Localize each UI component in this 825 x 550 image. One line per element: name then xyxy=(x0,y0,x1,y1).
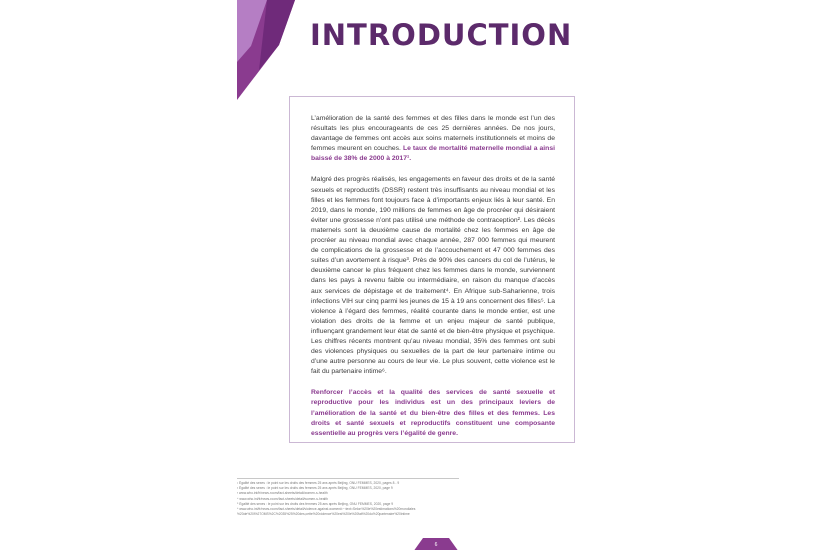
footnote: ⁶ www.who.int/fr/news-room/fact-sheets/detail/violence-against-women#:~:text=Selon%20le%20estimations%20mondiales xyxy=(237,507,416,512)
intro-paragraph-1-highlight: Le taux de mortalité maternelle mondial a ainsi baissé de 38% de 2000 à 2017¹. xyxy=(311,145,555,163)
footnote-divider xyxy=(237,478,459,479)
corner-decoration xyxy=(237,0,297,100)
page-number: 6 xyxy=(434,542,438,548)
document-page xyxy=(237,0,589,550)
footnote: ⁵ Égalité des sexes : le point sur les droits des femmes 25 ans après Beijing, ONU FEMMES, 2020, page 9 xyxy=(237,501,394,506)
footnote: ⁴ www.who.int/fr/news-room/fact-sheets/detail/women-s-health xyxy=(237,496,329,501)
footnotes xyxy=(237,481,477,517)
intro-paragraph-1-text: L’amélioration de la santé des femmes et des filles dans le monde est l’un des résultats les plus encourageants de ces 25 dernières années. De nos jours, davantage de femmes ont accès aux soins maternels institutionnels et moins de femmes meurent en couches. xyxy=(311,115,555,153)
footnote: ³ www.who.int/fr/news-room/fact-sheets/detail/women-s-health xyxy=(237,491,328,496)
intro-paragraph-2: Malgré des progrès réalisés, les engagements en faveur des droits et de la santé sexuels et reproductifs (DSSR) restent très insuffisants au niveau mondial et les filles et les femmes font toujours face à d’importants enjeux liés à leur santé. En 2019, dans le monde, 190 millions de femmes en âge de procréer qui désiraient éviter une grossesse n’ont pas utilisé une méthode de contraception². Les décès maternels sont la deuxième cause de mortalité chez les femmes en âge de procréer au niveau mondial avec chaque année, 287 000 femmes qui meurent de complications de la grossesse et de l’accouchement et 47 000 femmes des suites d’un avortement à risque³. Près de 90% des cancers du col de l’utérus, le deuxième cancer le plus fréquent chez les femmes dans le monde, surviennent dans les pays à revenu faible ou intermédiaire, en raison du manque d’accès aux services de dépistage et de traitement⁴. En Afrique sub-Saharienne, trois infections VIH sur cinq parmi les jeunes de 15 à 19 ans concernent des filles⁵. La violence à l’égard des femmes, réalité courante dans le monde entier, est une violation des droits de la femme et un enjeu majeur de santé publique, influençant grandement leur état de santé et de bien-être physique et psychique. Les chiffres récents montrent qu’au niveau mondial, 35% des femmes ont subi des violences physiques ou sexuelles de la part de leur partenaire intime ou d’une autre personne au cours de leur vie. Le plus souvent, cette violence est le fait du partenaire intime⁶. xyxy=(311,176,555,376)
footnote: %20de%20l%27OMS%2C%2035%25%20des,cette%20violence%20est%20le%20fait%20du%20partenaire%20intime xyxy=(237,512,410,517)
page-title: INTRODUCTION xyxy=(310,18,573,52)
intro-conclusion: Renforcer l’accès et la qualité des services de santé sexuelle et reproductive pour les individus est un des principaux leviers de l’amélioration de la santé et du bien-être des filles et des femmes. Les droits et santé sexuels et reproductifs constituent une composante essentielle au progrès vers l’égalité de genre. xyxy=(311,389,555,437)
intro-body xyxy=(311,114,555,450)
intro-paragraph-1 xyxy=(311,114,555,164)
footnote: ¹ Égalité des sexes : le point sur les droits des femmes 25 ans après Beijing, ONU FEMMES, 2020, pages 8 - 9 xyxy=(237,481,400,485)
footnote: ² Égalité des sexes : le point sur les droits des femmes 25 ans après Beijing, ONU FEMMES, 2020, page 9 xyxy=(237,486,393,491)
